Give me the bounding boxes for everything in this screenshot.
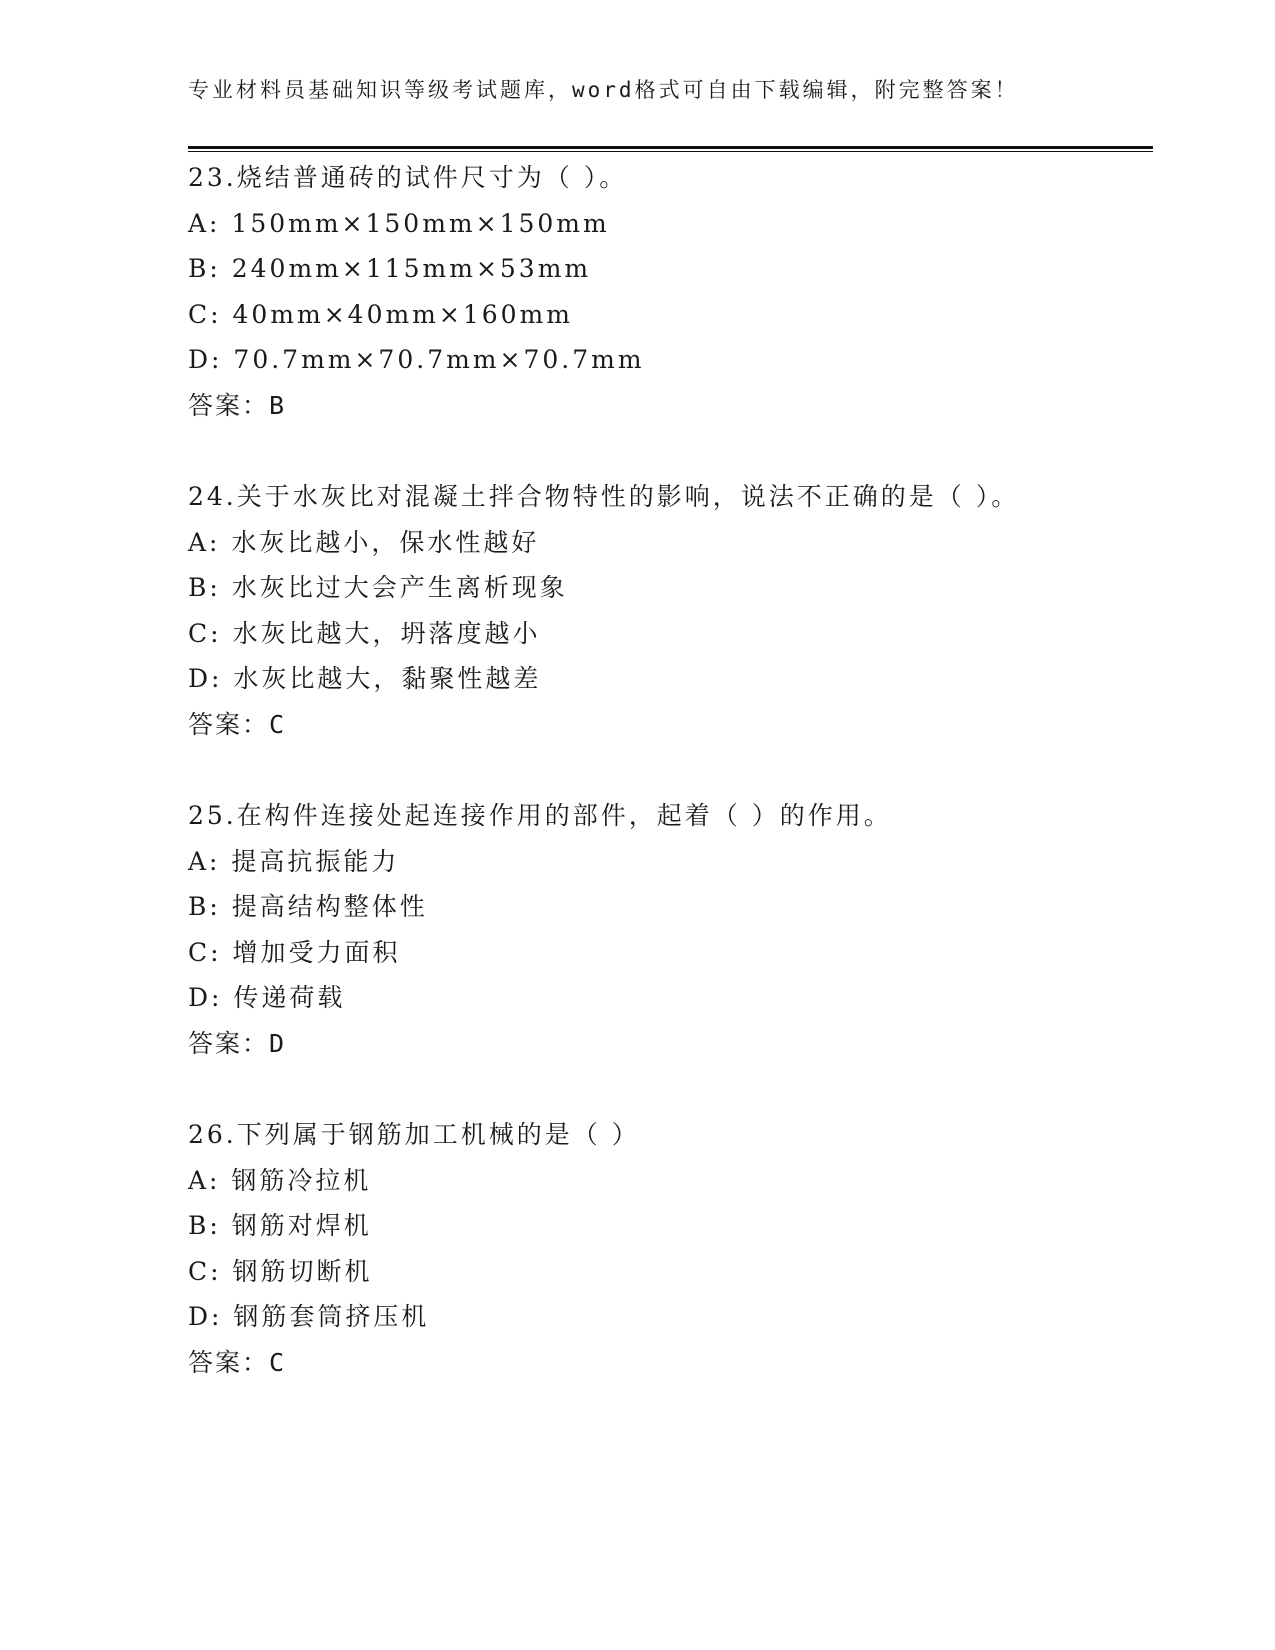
option-b: B: 水灰比过大会产生离析现象 xyxy=(188,573,568,602)
option-b: B: 钢筋对焊机 xyxy=(188,1211,372,1240)
page-header-title: 专业材料员基础知识等级考试题库，word格式可自由下载编辑，附完整答案！ xyxy=(188,78,1019,102)
answer-label: 答案： xyxy=(188,1347,270,1377)
option-d: D: 传递荷载 xyxy=(188,983,346,1012)
option-c: C: 增加受力面积 xyxy=(188,937,401,967)
answer-line xyxy=(188,383,1153,429)
answer-label: 答案： xyxy=(188,709,270,739)
option-a: A: 钢筋冷拉机 xyxy=(188,1165,372,1195)
question-block-25 xyxy=(188,793,1153,1066)
question-stem: 26.下列属于钢筋加工机械的是（ ） xyxy=(188,1120,640,1149)
option-d: D: 钢筋套筒挤压机 xyxy=(188,1302,430,1331)
option-d: D: 水灰比越大，黏聚性越差 xyxy=(188,664,542,693)
answer-line xyxy=(188,1021,1153,1067)
answer-value: D xyxy=(269,1028,287,1058)
option-a: A: 水灰比越小，保水性越好 xyxy=(188,527,540,557)
question-stem: 25.在构件连接处起连接作用的部件，起着（ ）的作用。 xyxy=(188,801,892,830)
question-stem: 24.关于水灰比对混凝土拌合物特性的影响，说法不正确的是（ ）。 xyxy=(188,482,1020,511)
answer-line xyxy=(188,1340,1153,1386)
answer-value: B xyxy=(269,390,287,420)
question-block-26 xyxy=(188,1112,1153,1385)
option-c: C: 水灰比越大，坍落度越小 xyxy=(188,618,541,648)
question-block-23 xyxy=(188,155,1153,428)
header-divider-thick xyxy=(188,146,1153,149)
option-b: B: 240mm×115mm×53mm xyxy=(188,254,592,283)
answer-value: C xyxy=(269,709,287,739)
answer-label: 答案： xyxy=(188,1028,270,1058)
option-a: A: 提高抗振能力 xyxy=(188,846,400,876)
option-a: A: 150mm×150mm×150mm xyxy=(188,208,610,238)
option-d: D: 70.7mm×70.7mm×70.7mm xyxy=(188,345,645,374)
option-c: C: 钢筋切断机 xyxy=(188,1256,373,1286)
answer-line xyxy=(188,702,1153,748)
question-block-24 xyxy=(188,474,1153,747)
option-b: B: 提高结构整体性 xyxy=(188,892,428,921)
header-divider-thin xyxy=(188,151,1153,152)
option-c: C: 40mm×40mm×160mm xyxy=(188,299,573,329)
answer-value: C xyxy=(269,1347,287,1377)
answer-label: 答案： xyxy=(188,390,270,420)
question-stem: 23.烧结普通砖的试件尺寸为（ ）。 xyxy=(188,163,628,192)
